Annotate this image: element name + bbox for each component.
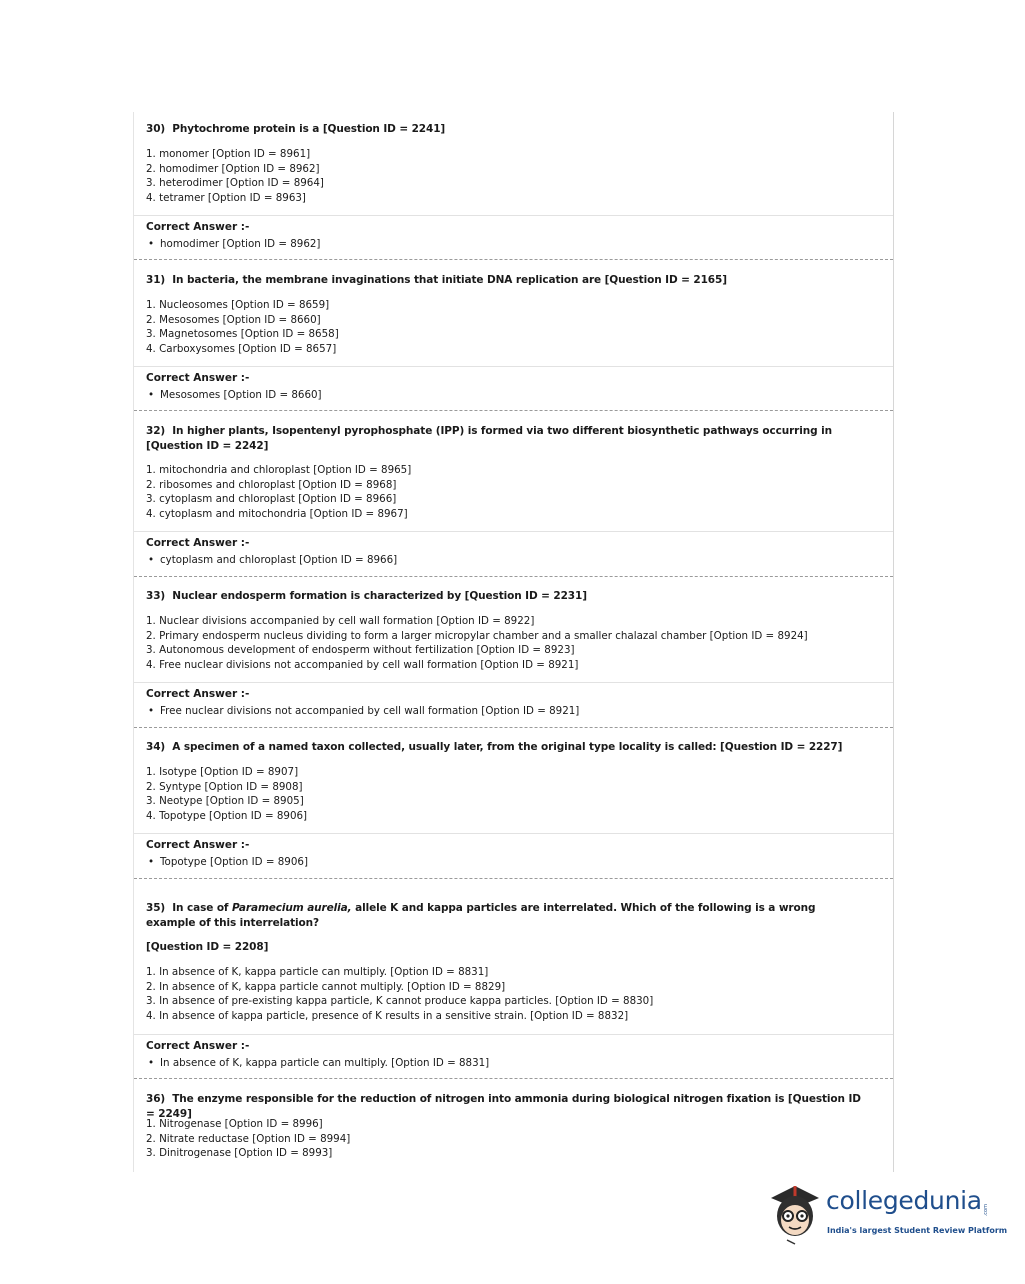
options-list (146, 298, 339, 356)
option: 3. cytoplasm and chloroplast [Option ID = 8966] (146, 493, 397, 506)
options-list (146, 147, 324, 205)
divider (134, 531, 893, 532)
option: 1. Nitrogenase [Option ID = 8996] (146, 1118, 323, 1130)
correct-answer-heading: Correct Answer :- (146, 372, 250, 384)
option: 3. Magnetosomes [Option ID = 8658] (146, 328, 339, 341)
divider (134, 833, 893, 834)
question-separator (134, 727, 893, 728)
option: 4. Free nuclear divisions not accompanied by cell wall formation [Option ID = 8921] (146, 658, 579, 671)
logo-wordmark: collegedunia (826, 1186, 982, 1215)
logo-suffix: .com (983, 1204, 989, 1217)
correct-answer-heading: Correct Answer :- (146, 688, 250, 700)
correct-answer: • Free nuclear divisions not accompanied by cell wall formation [Option ID = 8921] (148, 705, 580, 717)
exam-response-sheet (133, 112, 894, 1172)
correct-answer: • Topotype [Option ID = 8906] (148, 856, 308, 868)
option: 3. heterodimer [Option ID = 8964] (146, 177, 324, 190)
options-list (146, 614, 808, 672)
option: 1. In absence of K, kappa particle can multiply. [Option ID = 8831] (146, 966, 489, 978)
divider (134, 1034, 893, 1035)
question-separator (134, 878, 893, 879)
option: 2. Syntype [Option ID = 8908] (146, 780, 303, 793)
correct-answer-heading: Correct Answer :- (146, 221, 250, 233)
correct-answer-heading: Correct Answer :- (146, 839, 250, 851)
question-separator (134, 410, 893, 411)
question-text: 30) Phytochrome protein is a [Question ID = 2241] (146, 123, 446, 135)
option: 1. Nucleosomes [Option ID = 8659] (146, 299, 330, 311)
question-text: 32) In higher plants, Isopentenyl pyrophosphate (IPP) is formed via two different biosynthetic pathways occurring in [Question ID = 2242] (146, 425, 832, 452)
mascot-icon (765, 1178, 825, 1248)
option: 2. In absence of K, kappa particle cannot multiply. [Option ID = 8829] (146, 980, 506, 993)
option: 3. Neotype [Option ID = 8905] (146, 795, 304, 808)
question-text: 35) In case of Paramecium aurelia, allele K and kappa particles are interrelated. Which of the following is a wrong example of this interrelation? (146, 902, 816, 929)
option: 3. In absence of pre-existing kappa particle, K cannot produce kappa particles. [Option ID = 8830] (146, 995, 654, 1008)
option: 4. Carboxysomes [Option ID = 8657] (146, 342, 337, 355)
option: 2. homodimer [Option ID = 8962] (146, 162, 320, 175)
option: 4. Topotype [Option ID = 8906] (146, 809, 308, 822)
option: 2. Nitrate reductase [Option ID = 8994] (146, 1132, 351, 1145)
option: 2. Primary endosperm nucleus dividing to form a larger micropylar chamber and a smaller chalazal chamber [Option ID = 8924] (146, 629, 808, 642)
correct-answer: • homodimer [Option ID = 8962] (148, 238, 321, 250)
correct-answer-heading: Correct Answer :- (146, 1040, 250, 1052)
option: 4. In absence of kappa particle, presence of K results in a sensitive strain. [Option ID = 8832] (146, 1009, 629, 1022)
option: 1. monomer [Option ID = 8961] (146, 148, 311, 160)
option: 4. cytoplasm and mitochondria [Option ID = 8967] (146, 507, 408, 520)
option: 1. Nuclear divisions accompanied by cell wall formation [Option ID = 8922] (146, 615, 535, 627)
species-name: Paramecium aurelia, (231, 902, 352, 914)
divider (134, 682, 893, 683)
divider (134, 215, 893, 216)
question-text: 31) In bacteria, the membrane invaginations that initiate DNA replication are [Question ID = 2165] (146, 274, 727, 286)
question-id: [Question ID = 2208] (146, 941, 269, 953)
option: 3. Dinitrogenase [Option ID = 8993] (146, 1147, 333, 1160)
option: 2. Mesosomes [Option ID = 8660] (146, 313, 321, 326)
correct-answer: • Mesosomes [Option ID = 8660] (148, 389, 322, 401)
options-list (146, 965, 653, 1023)
question-separator (134, 259, 893, 260)
question-text: 33) Nuclear endosperm formation is characterized by [Question ID = 2231] (146, 590, 587, 602)
option: 1. mitochondria and chloroplast [Option ID = 8965] (146, 464, 412, 476)
question-text: 36) The enzyme responsible for the reduction of nitrogen into ammonia during biological nitrogen fixation is [Question ID = 2249] (146, 1093, 861, 1120)
question-text: 34) A specimen of a named taxon collected, usually later, from the original type locality is called: [Question ID = 2227] (146, 741, 843, 753)
question-separator (134, 576, 893, 577)
divider (134, 366, 893, 367)
options-list (146, 463, 411, 521)
logo-tagline: India's largest Student Review Platform (827, 1226, 1008, 1235)
question-separator (134, 1078, 893, 1079)
correct-answer: • cytoplasm and chloroplast [Option ID = 8966] (148, 554, 398, 566)
options-list (146, 765, 307, 823)
option: 4. tetramer [Option ID = 8963] (146, 191, 306, 204)
option: 2. ribosomes and chloroplast [Option ID = 8968] (146, 478, 397, 491)
correct-answer: • In absence of K, kappa particle can multiply. [Option ID = 8831] (148, 1057, 490, 1069)
options-list (146, 1117, 350, 1161)
option: 1. Isotype [Option ID = 8907] (146, 766, 299, 778)
option: 3. Autonomous development of endosperm without fertilization [Option ID = 8923] (146, 644, 575, 657)
correct-answer-heading: Correct Answer :- (146, 537, 250, 549)
